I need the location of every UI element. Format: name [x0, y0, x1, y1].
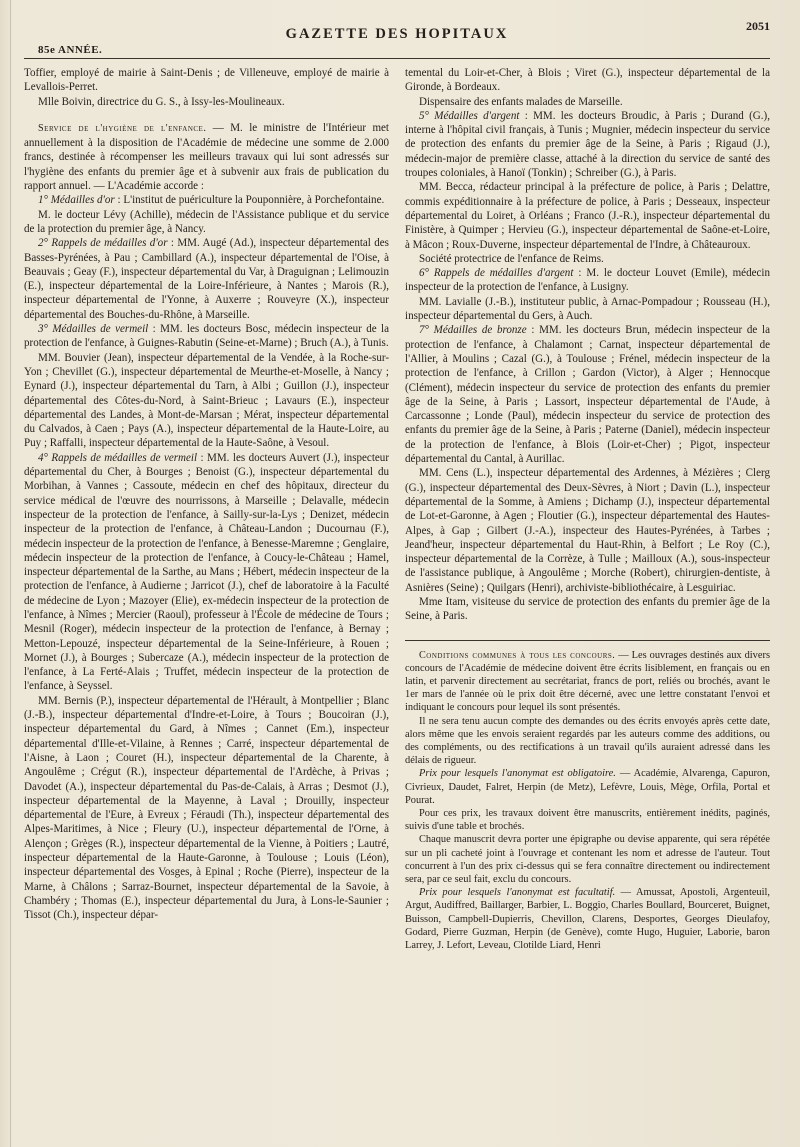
prize-label: Prix pour lesquels l'anonymat est facultatif.	[419, 887, 616, 899]
paragraph: Chaque manuscrit devra porter une épigraphe ou devise apparente, qui sera répétée sur un pli cacheté joint à l'ouvrage et contenant les nom et adresse de l'auteur. Tout concurrent à l'un des prix ci-dessus qui se fera connaître directement ou indirectement sera, par ce seul fait, exclu du concours.	[405, 834, 770, 886]
paragraph: 1° Médailles d'or : L'institut de puériculture la Pouponnière, à Porchefontaine.	[38, 194, 385, 207]
paragraph: Toffier, employé de mairie à Saint-Denis ; de Villeneuve, employé de mairie à Levallois-Perret.	[24, 67, 389, 94]
section-divider	[405, 640, 770, 641]
award-label: 4° Rappels de médailles de vermeil	[38, 451, 198, 464]
paragraph: Prix pour lesquels l'anonymat est obligatoire. — Académie, Alvarenga, Capuron, Civrieux, Daudet, Falret, Herpin (de Metz), Lefèvre, Louis, Mège, Orfila, Portal et Pourat.	[405, 768, 770, 806]
award-label: 5° Médailles d'argent	[419, 109, 520, 122]
paragraph: Pour ces prix, les travaux doivent être manuscrits, entièrement inédits, paginés, suivis d'une table et brochés.	[405, 808, 770, 833]
conditions-section	[405, 649, 770, 953]
award-label: 1° Médailles d'or	[38, 194, 115, 207]
paragraph: MM. Cens (L.), inspecteur départemental des Ardennes, à Mézières ; Clerg (G.), inspecteur départemental des Deux-Sèvres, à Niort ; Davin (L.), inspecteur départemental de la Somme, à Amiens ; Dichamp (J.), inspecteur départemental de Lot-et-Garonne, à Agen ; Floutier (G.), inspecteur départemental des Hautes-Alpes, à Gap ; Gilbert (J.-A.), inspecteur des Hautes-Pyrénées, à Tarbes ; Jeand'heur, inspecteur départemental du Haut-Rhin, à Belfort ; Le Roy (C.), inspecteur départemental de la Corrèze, à Tulle ; Mailloux (A.), sous-inspecteur de l'assistance publique, à Angoulême ; Morche (Robert), chirurgien-dentiste, à Asnières (Seine) ; Quilgars (Henri), archiviste-bibliothécaire, à Lesguiriac.	[405, 467, 770, 594]
paragraph: 7° Médailles de bronze : MM. les docteurs Brun, médecin inspecteur de la protection de l'enfance, à Chalamont ; Carnat, inspecteur départemental de l'Allier, à Moulins ; Cazal (G.), à Toulouse ; Frénel, médecin inspecteur de la protection de l'enfance, à Crillon ; Gardon (Victor), à Alger ; Hennocque (Clément), médecin inspecteur du service de protection des enfants du premier âge de la Seine, à Paris ; Lassort, inspecteur départemental de l'Aude, à Carcassonne ; Londe (Paul), médecin inspecteur du service de protection des enfants du premier âge de la Seine, à Paris ; Paterne (Daniel), médecin inspecteur de la protection de l'enfance, à Blois (Loir-et-Cher) ; Pigot, inspecteur départemental du Cantal, à Aurillac.	[405, 324, 770, 466]
section-heading: Conditions communes à tous les concours.	[419, 649, 616, 661]
award-label: 7° Médailles de bronze	[419, 324, 527, 337]
two-column-body	[24, 66, 770, 1127]
paragraph: Il ne sera tenu aucun compte des demandes ou des écrits envoyés après cette date, alors même que les envois seraient regardés par les auteurs comme des additions, ou des compléments, ou des rectifications à un travail qu'ils auraient adressé dans les délais de rigueur.	[405, 715, 770, 767]
journal-title: GAZETTE DES HOPITAUX	[285, 26, 509, 42]
paragraph: Société protectrice de l'enfance de Reims.	[419, 252, 604, 265]
award-label: 6° Rappels de médailles d'argent	[419, 267, 574, 280]
paragraph: 6° Rappels de médailles d'argent : M. le docteur Louvet (Emile), médecin inspecteur de la protection de l'enfance, à Lusigny.	[405, 267, 770, 294]
paragraph: 3° Médailles de vermeil : MM. les docteurs Bosc, médecin inspecteur de la protection de l'enfance, à Guignes-Rabutin (Seine-et-Marne) ; Bruch (A.), à Tunis.	[24, 323, 389, 350]
binding-edge	[4, 0, 11, 1147]
section-hygiene-enfance	[24, 121, 389, 193]
paragraph: MM. Bernis (P.), inspecteur départemental de l'Hérault, à Montpellier ; Blanc (J.-B.), inspecteur départemental d'Indre-et-Loire, à Tours ; Boucoiran (J.), inspecteur départemental du Gard, à Nîmes ; Cannet (Em.), inspecteur départemental d'Ille-et-Vilaine, à Rennes ; Carré, inspecteur départemental de l'Aisne, à Laon ; Couret (H.), inspecteur départemental de la Charente, à Angoulême ; Crégut (R.), inspecteur départemental de l'Ardèche, à Privas ; Davodet (A.), inspecteur départemental du Pas-de-Calais, à Arras ; Desmot (J.), inspecteur départemental de la Mayenne, à Laval ; Drouilly, inspecteur départemental de l'Eure, à Evreux ; Féraudi (Th.), inspecteur départemental des Alpes-Maritimes, à Nice ; Fleury (U.), inspecteur départemental de l'Orne, à Alençon ; Grèges (R.), inspecteur départemental de la Vienne, à Poitiers ; Lautré, inspecteur départemental de la Haute-Garonne, à Toulouse ; Louis (Léon), inspecteur départemental des Vosges, à Epinal ; Roche (Pierre), inspecteur de la Marne, à Châlons ; Sarraz-Bournet, inspecteur départemental de la Savoie, à Chambéry ; Thomas (E.), inspecteur départemental du Jura, à Lons-le-Saunier ; Tissot (Ch.), inspecteur dépar-	[24, 694, 389, 922]
paragraph: temental du Loir-et-Cher, à Blois ; Viret (G.), inspecteur départemental de la Gironde, à Bordeaux.	[405, 67, 770, 94]
volume-year: 85e ANNÉE.	[38, 44, 103, 56]
award-label: 3° Médailles de vermeil	[38, 323, 149, 336]
section-text: — M. le ministre de l'Intérieur met annuellement à la disposition de l'Académie de médecine une somme de 2.000 francs, destinée à récompenser les meilleurs travaux qui lui sont adressés sur l'hygiène des enfants du premier âge et à subvenir aux frais de publication du rapport annuel. — L'Académie accorde :	[24, 121, 389, 193]
paragraph: M. le docteur Lévy (Achille), médecin de l'Assistance publique et du service de la protection du premier âge, à Nancy.	[24, 208, 389, 235]
paragraph: Dispensaire des enfants malades de Marseille.	[419, 95, 623, 108]
paragraph: Mme Itam, visiteuse du service de protection des enfants du premier âge de la Seine, à Paris.	[405, 595, 770, 623]
award-label: 2° Rappels de médailles d'or	[38, 237, 168, 250]
paragraph: MM. Lavialle (J.-B.), instituteur public, à Arnac-Pompadour ; Rousseau (H.), inspecteur départemental du Gers, à Auch.	[405, 295, 770, 323]
paragraph: 2° Rappels de médailles d'or : MM. Augé (Ad.), inspecteur départemental des Basses-Pyrénées, à Pau ; Cambillard (A.), inspecteur départemental de l'Oise, à Beauvais ; Geay (F.), inspecteur départemental du Var, à Draguignan ; Lelimouzin (E.), inspecteur départemental de la Loire-Inférieure, à Nantes ; Marois (R.), inspecteur départemental de l'Yonne, à Auxerre ; Rouveyre (X.), inspecteur départemental des Bouches-du-Rhône, à Marseille.	[24, 237, 389, 321]
paragraph: 5° Médailles d'argent : MM. les docteurs Broudic, à Paris ; Durand (G.), interne à l'hôpital civil français, à Tunis ; Mugnier, médecin inspecteur du service de protection des enfants du premier âge de la Seine, à Paris ; Rigaud (J.), médecin-major de première classe, attaché à la direction du service de santé des troupes coloniales, à Hanoï (Tonkin) ; Schreiber (G.), à Paris.	[405, 109, 770, 180]
page-header	[24, 0, 770, 59]
paragraph: Mlle Boivin, directrice du G. S., à Issy-les-Moulineaux.	[38, 95, 285, 108]
paragraph: 4° Rappels de médailles de vermeil : MM. les docteurs Auvert (J.), inspecteur départemental du Cher, à Bourges ; Benoist (G.), inspecteur départemental du Morbihan, à Vannes ; Cassoute, médecin en chef des hôpitaux, directeur du service médical de l'œuvre des nourrissons, à Marseille ; Delavalle, médecin inspecteur de la protection de l'enfance, à Sailly-sur-la-Lys ; Denizet, médecin inspecteur de la protection de l'enfance, à Château-Landon ; Ducournau (F.), médecin inspecteur de la protection de l'enfance, à Benesse-Maremne ; Genglaire, médecin inspecteur de la protection de l'enfance, à Coucy-le-Château ; Hamel, inspecteur départemental de la Sarthe, au Mans ; Hébert, médecin inspecteur de la protection de l'enfance, à Audierne ; Jarricot (J.), chef de laboratoire à la Faculté de médecine de Lyon ; Mazoyer (Elie), ex-médecin inspecteur de la protection de l'enfance, à Nîmes ; Mercier (Raoul), professeur à l'École de médecine de Tours ; Mesnil (Roger), médecin inspecteur de la protection de l'enfance, à Bernay ; Metton-Lepouzé, inspecteur départemental de la Seine-Inférieure, à Rouen ; Mornet (J.), à Bourges ; Subercaze (A.), médecin inspecteur de la protection de l'enfance, à La Ferté-Alais ; Truffet, médecin inspecteur de la protection de l'enfance, à Seyssel.	[24, 451, 389, 693]
right-column	[405, 66, 770, 1127]
paragraph: MM. Bouvier (Jean), inspecteur départemental de la Vendée, à la Roche-sur-Yon ; Chevillet (G.), inspecteur départemental de Meurthe-et-Moselle, à Nancy ; Eynard (J.), inspecteur départemental du Tarn, à Albi ; Guillon (J.), inspecteur départemental des Côtes-du-Nord, à Saint-Brieuc ; Lavaurs (E.), inspecteur départemental des Landes, à Mont-de-Marsan ; Mérat, inspecteur départemental du Calvados, à Caen ; Pays (A.), inspecteur départemental de la Haute-Loire, au Puy ; Raffalli, inspecteur départemental de la Haute-Saône, à Vesoul.	[24, 351, 389, 450]
prize-label: Prix pour lesquels l'anonymat est obligatoire.	[419, 768, 616, 780]
paragraph: Conditions communes à tous les concours. — Les ouvrages destinés aux divers concours de l'Académie de médecine doivent être écrits lisiblement, en français ou en latin, et parvenir directement au secrétariat, francs de port, reliés ou brochés, avant le 1er mars de l'année où le prix doit être décerné, avec une lettre constatant l'envoi et indiquant le concours pour lequel ils sont présentés.	[405, 649, 770, 714]
left-column	[24, 66, 389, 1127]
page-number: 2051	[746, 19, 770, 33]
section-heading: Service de l'hygiène de l'enfance.	[38, 122, 207, 134]
paragraph: Prix pour lesquels l'anonymat est facultatif. — Amussat, Apostoli, Argenteuil, Argut, Audiffred, Baillarger, Barbier, L. Boggio, Charles Boullard, Bourceret, Buignet, Buisson, Campbell-Dupierris, Chevillon, Clarens, Desportes, Georges Dieulafoy, Godard, Pierre Guzman, Herpin (de Genève), comte Hugo, Huguier, Laborie, baron Larrey, J. Lefort, Leveau, Clotilde Liard, Henri	[405, 887, 770, 952]
paragraph: MM. Becca, rédacteur principal à la préfecture de police, à Paris ; Delattre, commis expéditionnaire à la préfecture de police, à Paris ; Desseaux, inspecteur départemental du Loiret, à Orléans ; Franco (J.-R.), inspecteur départemental du Finistère, à Quimper ; Hervieu (G.), inspecteur départemental de Saône-et-Loire, à Mâcon ; Roux-Duverne, inspecteur départemental de l'Indre, à Châteauroux.	[405, 181, 770, 251]
